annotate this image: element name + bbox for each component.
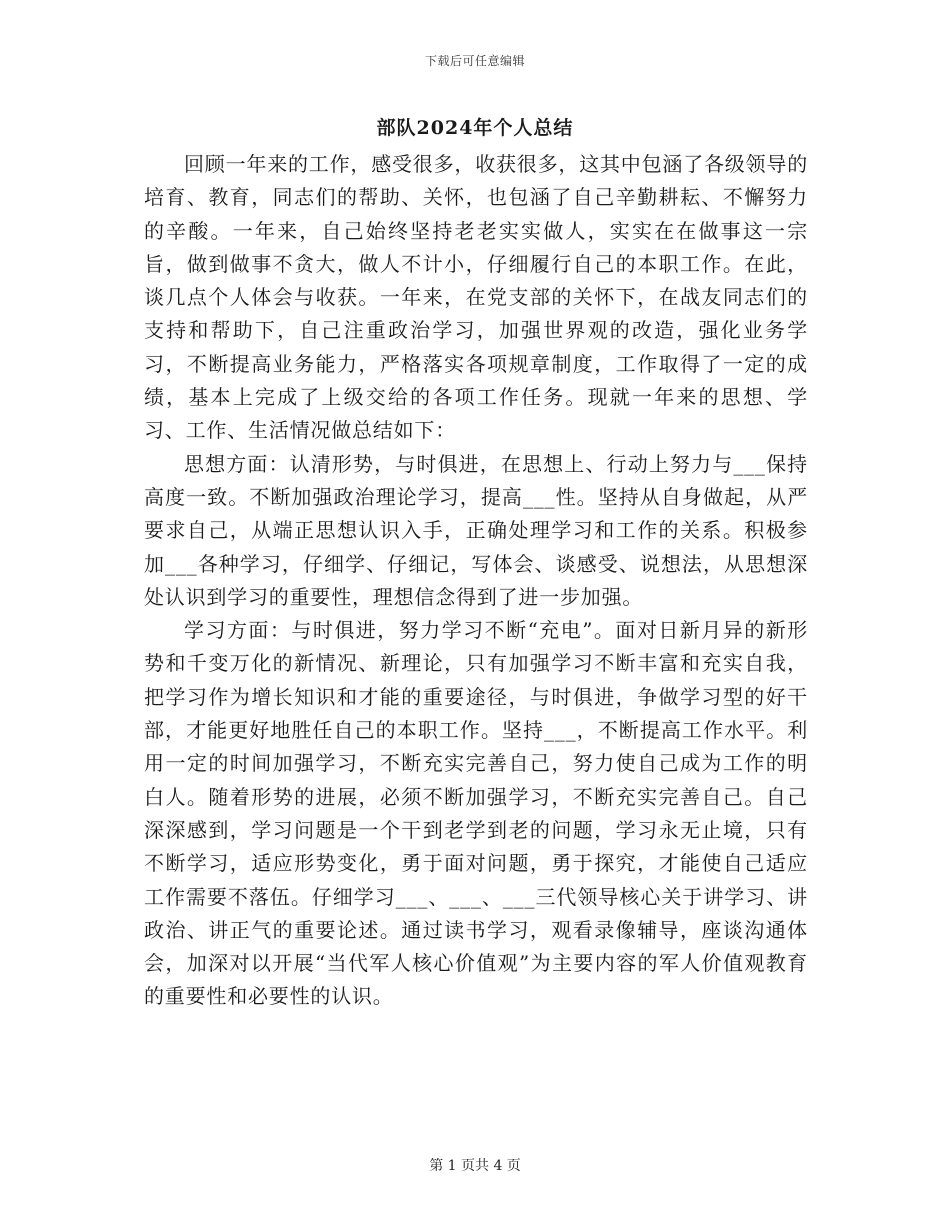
header-note: 下载后可任意编辑 — [424, 54, 525, 68]
paragraph-intro: 回顾一年来的工作，感受很多，收获很多，这其中包涵了各级领导的培育、教育，同志们的帮助、关怀，也包涵了自己辛勤耕耘、不懈努力的辛酸。一年来，自己始终坚持老老实实做人，实实在在做事这一宗旨，做到做事不贪大，做人不计小，仔细履行自己的本职工作。在此，谈几点个人体会与收获。一年来，在党支部的关怀下，在战友同志们的支持和帮助下，自己注重政治学习，加强世界观的改造，强化业务学习，不断提高业务能力，严格落实各项规章制度，工作取得了一定的成绩，基本上完成了上级交给的各项工作任务。现就一年来的思想、学习、工作、生活情况做总结如下： — [144, 152, 808, 443]
page-number: 第 1 页共 4 页 — [429, 1158, 521, 1174]
paragraph-study: 学习方面：与时俱进，努力学习不断“充电”。面对日新月异的新形势和千变万化的新情况、新理论，只有加强学习不断丰富和充实自我，把学习作为增长知识和才能的重要途径，与时俱进，争做学习型的好干部，才能更好地胜任自己的本职工作。坚持___，不断提高工作水平。利用一定的时间加强学习，不断充实完善自己，努力使自己成为工作的明白人。随着形势的进展，必须不断加强学习，不断充实完善自己。自己深深感到，学习问题是一个干到老学到老的问题，学习永无止境，只有不断学习，适应形势变化，勇于面对问题，勇于探究，才能使自己适应工作需要不落伍。仔细学习___、___、___三代领导核心关于讲学习、讲政治、讲正气的重要论述。通过读书学习，观看录像辅导，座谈沟通体会，加深对以开展“当代军人核心价值观”为主要内容的军人价值观教育的重要性和必要性的认识。 — [144, 618, 808, 1009]
paragraph-thought: 思想方面：认清形势，与时俱进，在思想上、行动上努力与___保持高度一致。不断加强政治理论学习，提高___性。坚持从自身做起，从严要求自己，从端正思想认识入手，正确处理学习和工作的关系。积极参加___各种学习，仔细学、仔细记，写体会、谈感受、说想法，从思想深处认识到学习的重要性，理想信念得到了进一步加强。 — [144, 451, 808, 609]
document-title: 部队2024年个人总结 — [376, 117, 574, 139]
document-body — [144, 148, 808, 1014]
